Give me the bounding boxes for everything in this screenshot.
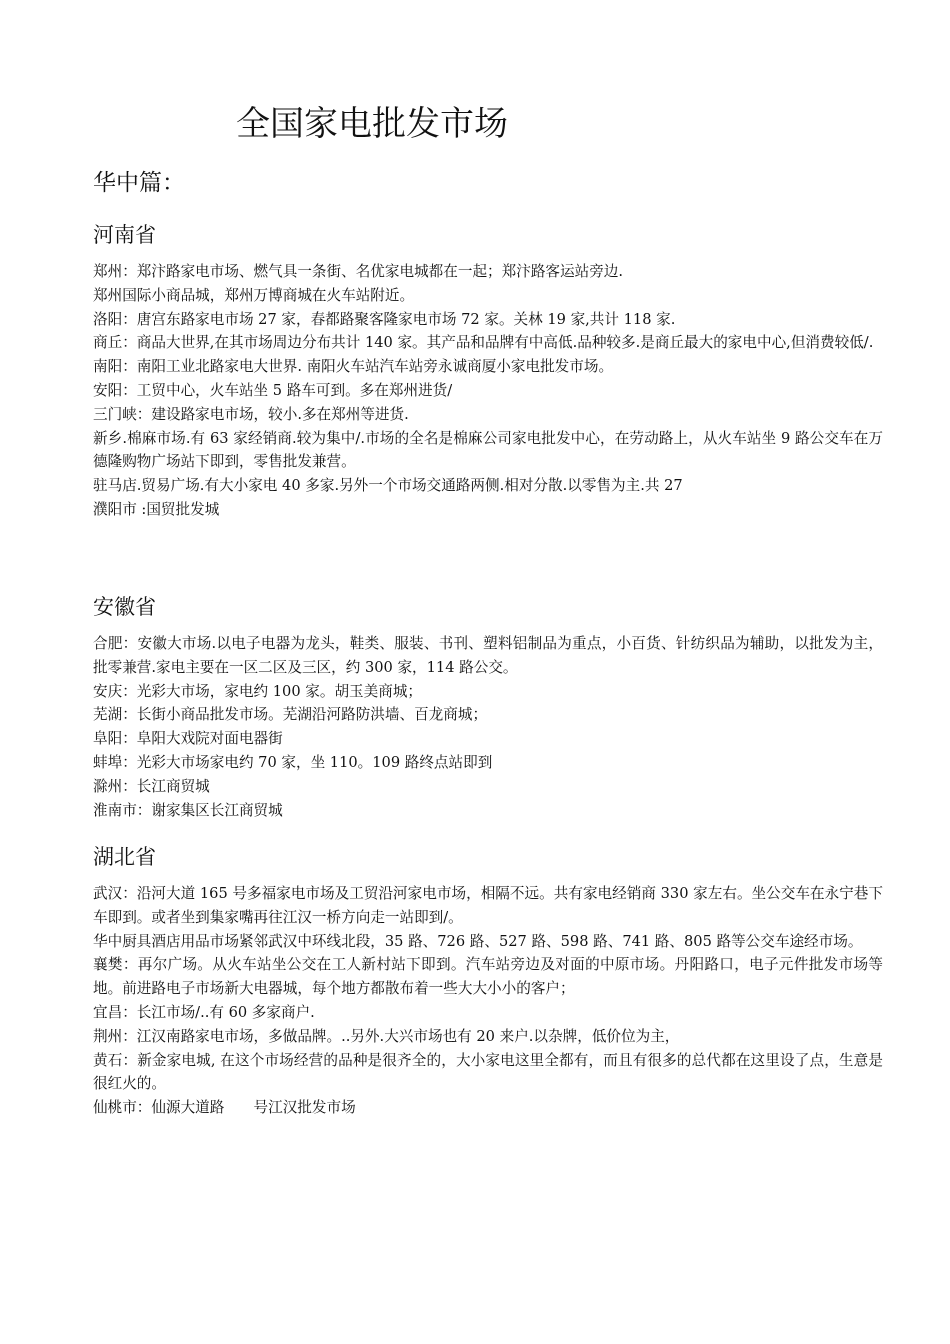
part-title: 华中篇： (93, 170, 185, 196)
market-entry: 洛阳：唐宫东路家电市场 27 家，春都路聚客隆家电市场 72 家。关林 19 家,共计 118 家. (93, 310, 676, 328)
province-name: 湖北省 (93, 845, 156, 869)
market-entry: 芜湖：长街小商品批发市场。芜湖沿河路防洪墙、百龙商城； (93, 706, 488, 724)
market-entry: 驻马店.贸易广场.有大小家电 40 多家.另外一个市场交通路两侧.相对分散.以零售为主.共 27 (93, 477, 683, 495)
market-entry: 新乡.棉麻市场.有 63 家经销商.较为集中/.市场的全名是棉麻公司家电批发中心，在劳动路上，从火车站坐 9 路公交车在万德隆购物广场站下即到，零售批发兼营。 (93, 429, 883, 471)
market-entry: 武汉：沿河大道 165 号多福家电市场及工贸沿河家电市场，相隔不远。共有家电经销商 330 家左右。坐公交车在永宁巷下车即到。或者坐到集家嘴再往江汉一桥方向走一站即到/。 (93, 885, 883, 926)
document-title: 全国家电批发市场 (236, 104, 508, 144)
market-entry: 黄石：新金家电城, 在这个市场经营的品种是很齐全的，大小家电这里全都有，而且有很多的总代都在这里设了点，生意是很红火的。 (93, 1051, 883, 1093)
market-list (93, 632, 883, 822)
market-entry: 华中厨具酒店用品市场紧邻武汉中环线北段，35 路、726 路、527 路、598 路、741 路、805 路等公交车途经市场。 (93, 932, 863, 950)
market-entry: 三门峡：建设路家电市场，较小.多在郑州等进货. (93, 405, 409, 423)
market-entry: 仙桃市：仙源大道路 号江汉批发市场 (93, 1099, 356, 1117)
market-entry: 安阳：工贸中心，火车站坐 5 路车可到。多在郑州进货/ (93, 381, 453, 399)
market-list (93, 882, 883, 1120)
province-hubei (93, 842, 883, 1120)
market-entry: 阜阳：阜阳大戏院对面电器街 (93, 730, 283, 748)
province-anhui (93, 592, 883, 822)
market-entry: 滁州：长江商贸城 (93, 777, 210, 795)
market-entry: 襄樊：再尔广场。从火车站坐公交在工人新村站下即到。汽车站旁边及对面的中原市场。丹阳路口，电子元件批发市场等地。前进路电子市场新大电器城，每个地方都散布着一些大大小小的客户； (93, 956, 883, 998)
province-henan (93, 220, 883, 522)
market-entry: 合肥：安徽大市场.以电子电器为龙头，鞋类、服装、书刊、塑料铝制品为重点，小百货、针纺织品为辅助，以批发为主，批零兼营.家电主要在一区二区及三区，约 300 家，114 路公交。 (93, 635, 883, 676)
market-entry: 安庆：光彩大市场，家电约 100 家。胡玉美商城； (93, 682, 423, 700)
market-entry: 商丘：商品大世界,在其市场周边分布共计 140 家。其产品和品牌有中高低.品种较多.是商丘最大的家电中心,但消费较低/. (93, 334, 874, 352)
market-entry: 郑州：郑汴路家电市场、燃气具一条街、名优家电城都在一起；郑汴路客运站旁边. (93, 263, 624, 280)
province-name: 安徽省 (93, 595, 156, 619)
market-entry: 南阳：南阳工业北路家电大世界. 南阳火车站汽车站旁永诚商厦小家电批发市场。 (93, 358, 614, 376)
market-entry: 淮南市：谢家集区长江商贸城 (93, 801, 283, 819)
market-entry: 荆州：江汉南路家电市场，多做品牌。..另外.大兴市场也有 20 来户.以杂牌，低价位为主， (93, 1027, 680, 1045)
province-name: 河南省 (93, 223, 156, 247)
market-entry: 濮阳市 :国贸批发城 (93, 500, 220, 518)
market-list (93, 260, 883, 522)
market-entry: 蚌埠：光彩大市场家电约 70 家，坐 110。109 路终点站即到 (93, 753, 493, 771)
market-entry: 郑州国际小商品城，郑州万博商城在火车站附近。 (93, 286, 415, 304)
market-entry: 宜昌：长江市场/..有 60 多家商户. (93, 1003, 315, 1021)
